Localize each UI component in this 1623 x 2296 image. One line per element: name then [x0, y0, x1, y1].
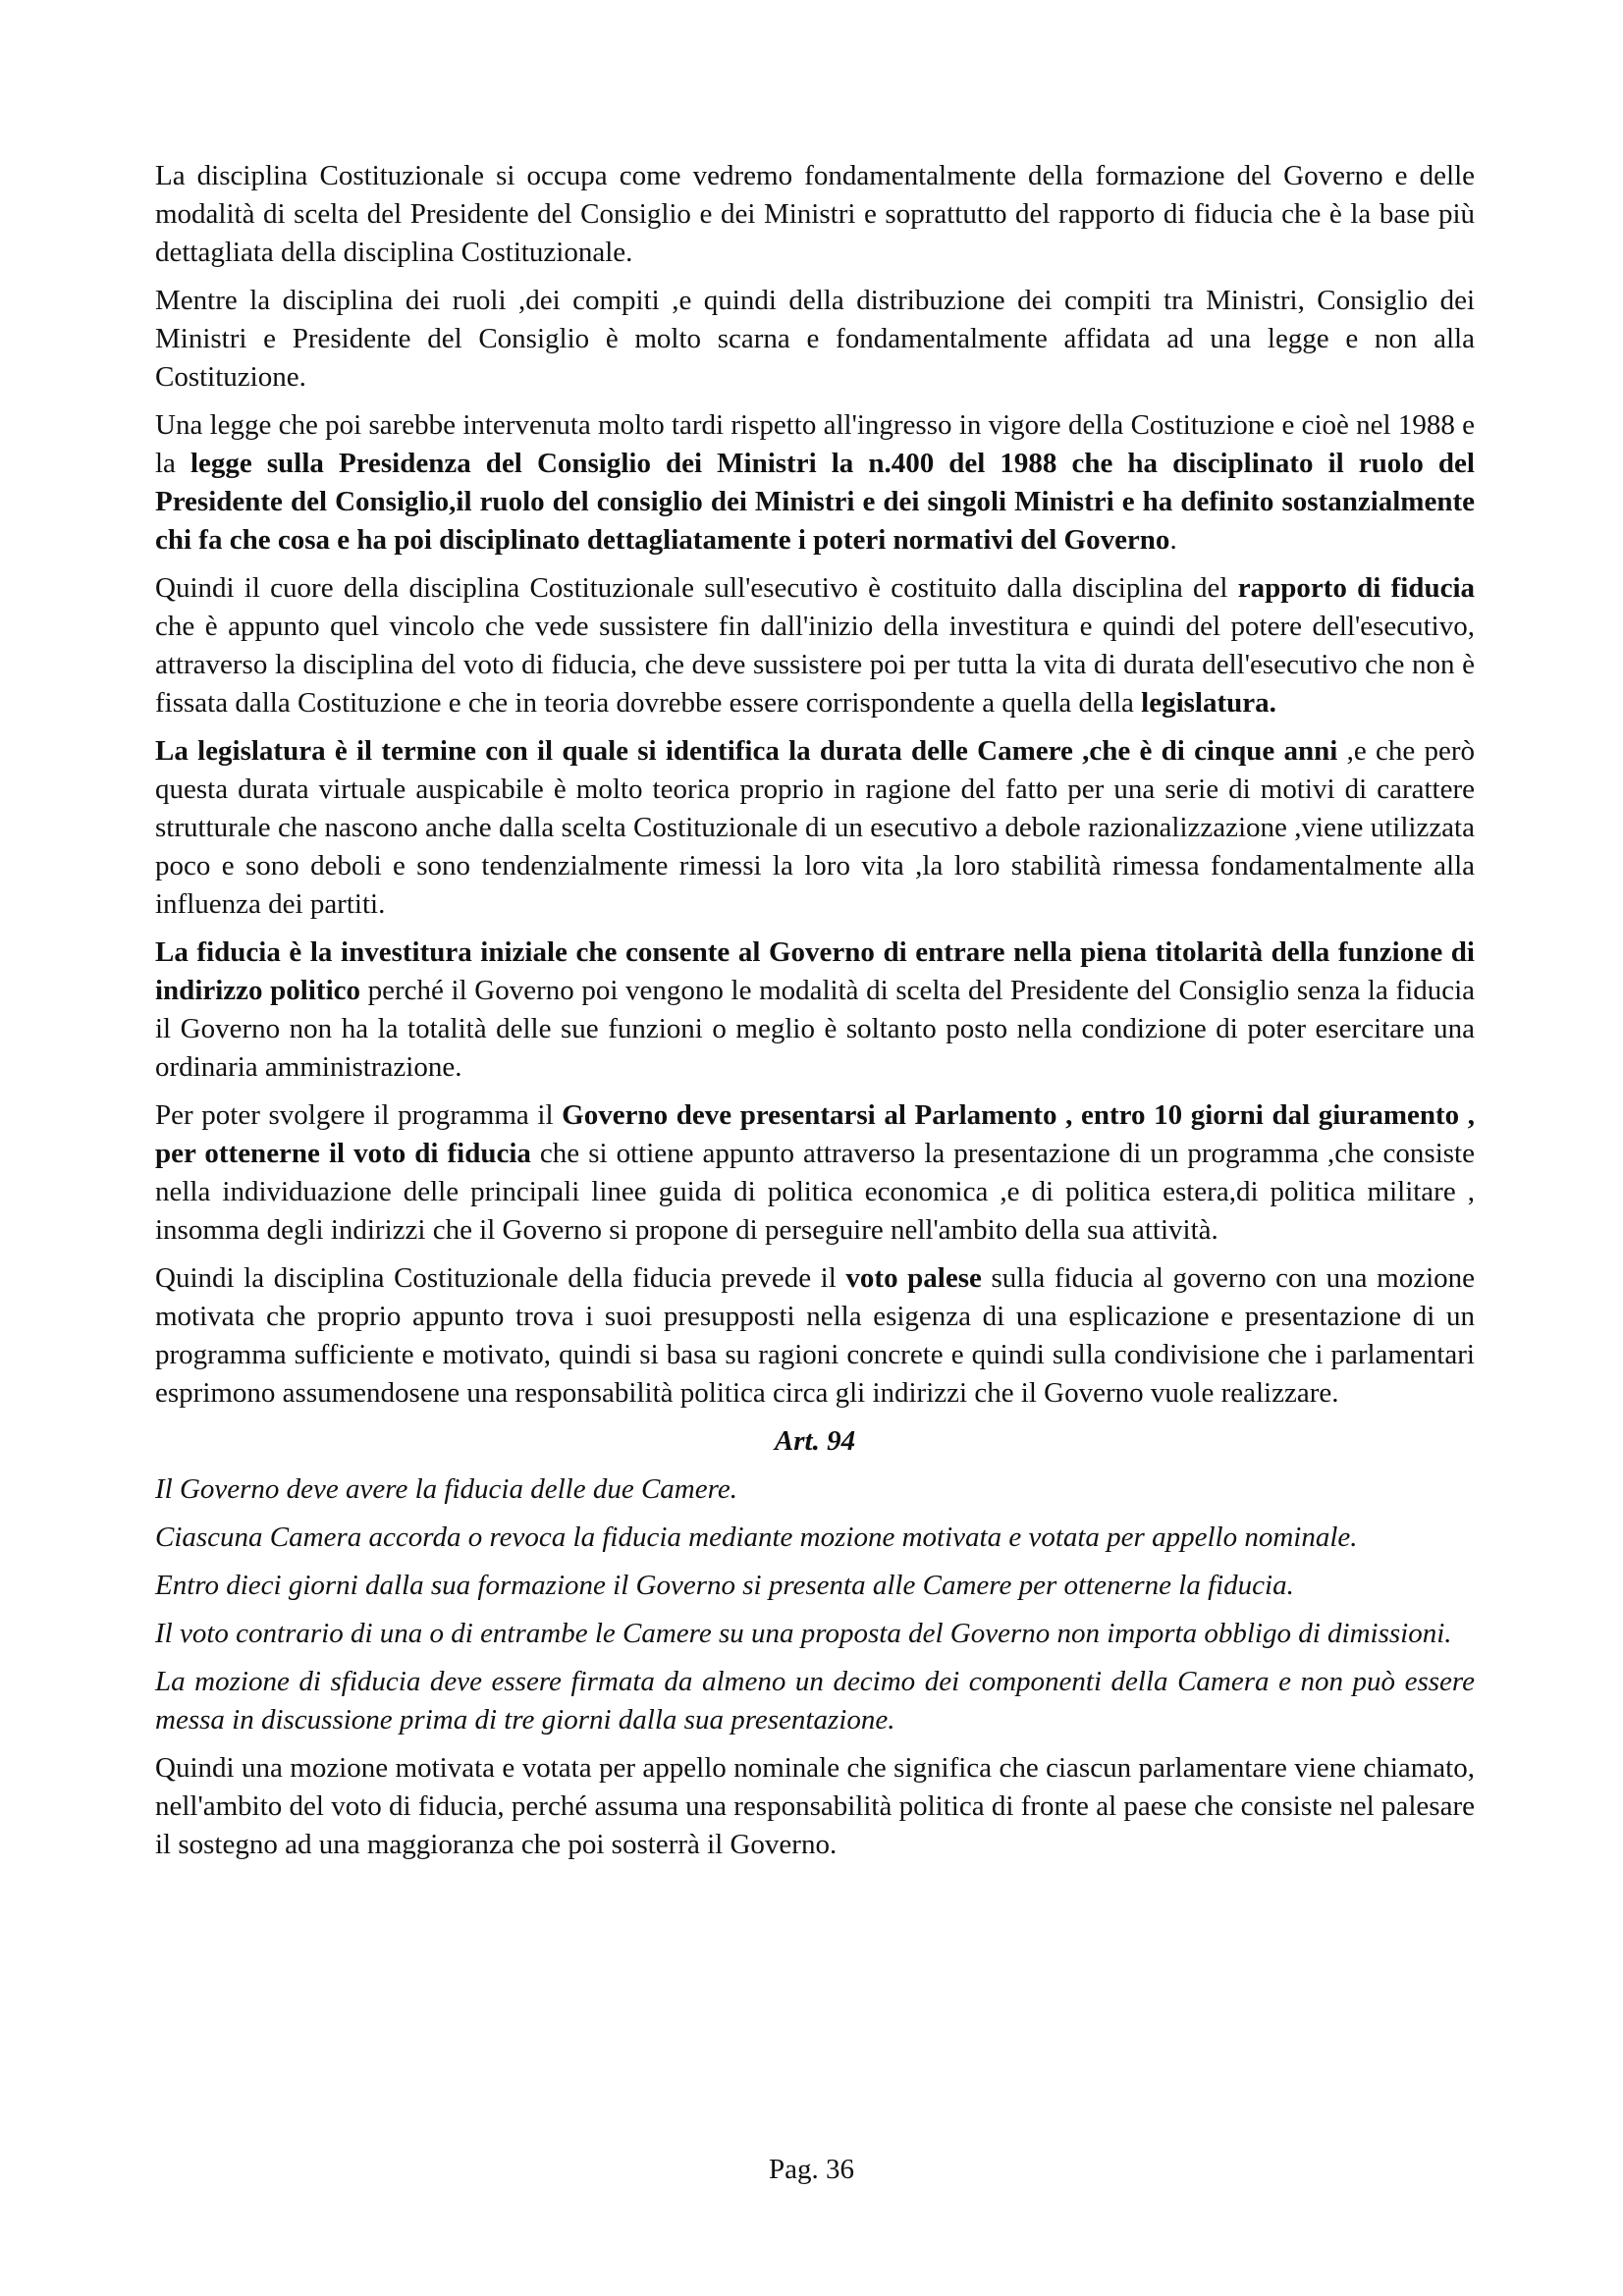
body-paragraph — [155, 406, 1475, 560]
bold-text-run: rapporto di fiducia — [1237, 572, 1475, 604]
page-number: Pag. 36 — [769, 2154, 854, 2185]
text-run: La disciplina Costituzionale si occupa come vedremo fondamentalmente della formazione del Governo e delle modalità di scelta del Presidente del Consiglio e dei Ministri e soprattutto del rapporto di fiducia che è la base più dettagliata della disciplina Costituzionale. — [155, 160, 1475, 268]
text-run: . — [1169, 524, 1177, 556]
text-run: Quindi una mozione motivata e votata per appello nominale che significa che ciascun parlamentare viene chiamato, nell'ambito del voto di fiducia, perché assuma una responsabilità politica di fronte al paese che consiste nel palesare il sostegno ad una maggioranza che poi sosterrà il Governo. — [155, 1752, 1475, 1860]
text-run: La mozione di sfiducia deve essere firmata da almeno un decimo dei componenti della Camera e non può essere messa in discussione prima di tre giorni dalla sua presentazione. — [155, 1666, 1475, 1735]
text-run: perché il Governo poi vengono le modalità di scelta del Presidente del Consiglio senza la fiducia il Governo non ha la totalità delle sue funzioni o meglio è soltanto posto nella condizione di poter esercitare una ordinaria amministrazione. — [155, 975, 1476, 1083]
text-run: ,e che però questa durata virtuale auspicabile è molto teorica proprio in ragione del fatto per una serie di motivi di carattere strutturale che nascono anche dalla scelta Costituzionale di un esecutivo a debole razionalizzazione ,viene utilizzata poco e sono deboli e sono tendenzialmente rimessi la loro vita ,la loro stabilità rimessa fondamentalmente alla influenza dei partiti. — [155, 735, 1475, 920]
text-run: Quindi la disciplina Costituzionale della fiducia prevede il — [155, 1262, 846, 1294]
bold-text-run: legge sulla Presidenza del Consiglio dei Ministri la n.400 del 1988 che ha disciplinato il ruolo del Presidente del Consiglio,il ruolo del consiglio dei Ministri e dei singoli Ministri e ha definito sostanzialmente chi fa che cosa e ha poi disciplinato dettagliatamente i poteri normativi del Governo — [155, 448, 1475, 556]
body-paragraph — [155, 1096, 1475, 1250]
body-paragraph — [155, 1749, 1475, 1864]
bold-text-run: La fiducia è la investitura iniziale che consente al Governo di entrare nella piena titolarità della funzione di indirizzo politico — [155, 936, 1475, 1006]
article-text-paragraph — [155, 1519, 1475, 1557]
body-paragraph — [155, 282, 1475, 397]
text-run: che è appunto quel vincolo che vede sussistere fin dall'inizio della investitura e quindi del potere dell'esecutivo, attraverso la disciplina del voto di fiducia, che deve sussistere poi per tutta la vita di durata dell'esecutivo che non è fissata dalla Costituzione e che in teoria dovrebbe essere corrispondente a quella della — [155, 611, 1475, 719]
bold-text-run: voto palese — [845, 1262, 982, 1294]
article-text-paragraph — [155, 1615, 1475, 1653]
body-paragraph — [155, 157, 1475, 272]
text-run: Quindi il cuore della disciplina Costituzionale sull'esecutivo è costituito dalla disciplina del — [155, 572, 1238, 604]
text-run: Per poter svolgere il programma il — [155, 1099, 563, 1131]
text-run: che si ottiene appunto attraverso la presentazione di un programma ,che consiste nella individuazione delle principali linee guida di politica economica ,e di politica estera,di politica militare , insomma degli indirizzi che il Governo si propone di perseguire nell'ambito della sua attività. — [155, 1138, 1475, 1246]
text-run: sulla fiducia al governo con una mozione motivata che proprio appunto trova i suoi presupposti nella esigenza di una esplicazione e presentazione di un programma sufficiente e motivato, quindi si basa su ragioni concrete e quindi sulla condivisione che i parlamentari esprimono assumendosene una responsabilità politica circa gli indirizzi che il Governo vuole realizzare. — [155, 1262, 1475, 1409]
text-run: Ciascuna Camera accorda o revoca la fiducia mediante mozione motivata e votata per appello nominale. — [155, 1522, 1358, 1553]
body-paragraph — [155, 1259, 1475, 1413]
text-run: Mentre la disciplina dei ruoli ,dei compiti ,e quindi della distribuzione dei compiti tra Ministri, Consiglio dei Ministri e Presidente del Consiglio è molto scarna e fondamentalmente affidata ad una legge e non alla Costituzione. — [155, 285, 1475, 393]
bold-text-run: La legislatura è il termine con il quale si identifica la durata delle Camere ,che è di cinque anni — [155, 735, 1338, 767]
article-text-paragraph — [155, 1470, 1475, 1509]
body-paragraph — [155, 934, 1475, 1087]
document-body — [155, 157, 1475, 1874]
article-text-paragraph — [155, 1663, 1475, 1739]
article-text-paragraph — [155, 1567, 1475, 1605]
body-paragraph — [155, 569, 1475, 722]
body-paragraph — [155, 732, 1475, 924]
text-run: Il voto contrario di una o di entrambe le Camere su una proposta del Governo non importa obbligo di dimissioni. — [155, 1618, 1452, 1649]
article-heading — [155, 1422, 1475, 1461]
bold-text-run: legislatura. — [1141, 687, 1276, 719]
text-run: Entro dieci giorni dalla sua formazione il Governo si presenta alle Camere per ottenerne la fiducia. — [155, 1570, 1294, 1601]
text-run: Una legge che poi sarebbe intervenuta molto tardi rispetto all'ingresso in vigore della Costituzione e cioè nel 1988 e la — [155, 409, 1475, 479]
bold-text-run: Art. 94 — [774, 1425, 856, 1457]
text-run: Il Governo deve avere la fiducia delle due Camere. — [155, 1473, 737, 1505]
bold-text-run: Governo deve presentarsi al Parlamento , entro 10 giorni dal giuramento , per ottenerne il voto di fiducia — [155, 1099, 1476, 1169]
